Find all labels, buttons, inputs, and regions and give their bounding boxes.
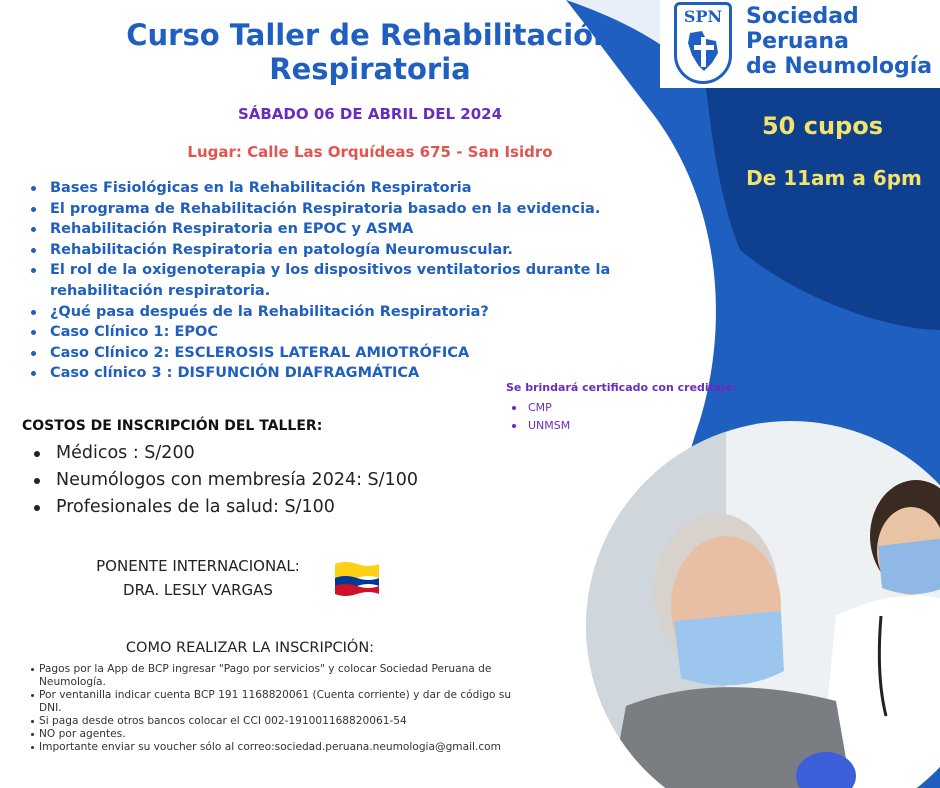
list-item: Profesionales de la salud: S/100 — [30, 494, 490, 521]
list-item: Importante enviar su voucher sólo al correo:sociedad.peruana.neumologia@gmail.com — [30, 741, 520, 754]
list-item: Caso Clínico 2: ESCLEROSIS LATERAL AMIOTRÓFICA — [28, 343, 628, 364]
list-item: Caso Clínico 1: EPOC — [28, 322, 628, 343]
seats-count: 50 cupos — [761, 112, 884, 140]
topics-list — [28, 178, 628, 384]
list-item: Neumólogos con membresía 2024: S/100 — [30, 467, 490, 494]
list-item: El rol de la oxigenoterapia y los dispositivos ventilatorios durante la rehabilitación respiratoria. — [28, 260, 628, 301]
event-place: Lugar: Calle Las Orquídeas 675 - San Isidro — [187, 143, 553, 161]
list-item: ¿Qué pasa después de la Rehabilitación Respiratoria? — [28, 302, 628, 323]
colombia-flag-icon — [333, 560, 381, 598]
event-hours: De 11am a 6pm — [746, 166, 922, 190]
list-item: Bases Fisiológicas en la Rehabilitación Respiratoria — [28, 178, 628, 199]
organization-name-line: Peruana — [746, 29, 849, 54]
certificate-title: Se brindará certificado con creditaje: — [506, 381, 737, 394]
list-item: Por ventanilla indicar cuenta BCP 191 1168820061 (Cuenta corriente) y dar de código su DNI. — [30, 689, 520, 715]
page-title: Curso Taller de Rehabilitación Respiratoria — [126, 18, 614, 86]
organization-name-line: de Neumología — [746, 54, 933, 79]
organization-name-line: Sociedad — [746, 4, 859, 29]
registration-list — [30, 663, 520, 754]
doctor-patient-photo — [586, 416, 940, 788]
list-item: Rehabilitación Respiratoria en EPOC y ASMA — [28, 219, 628, 240]
list-item: Caso clínico 3 : DISFUNCIÓN DIAFRAGMÁTICA — [28, 363, 628, 384]
costs-title: COSTOS DE INSCRIPCIÓN DEL TALLER: — [22, 418, 323, 434]
list-item: NO por agentes. — [30, 728, 520, 741]
spn-logo-icon — [674, 2, 732, 84]
list-item: UNMSM — [506, 417, 766, 435]
list-item: Rehabilitación Respiratoria en patología Neuromuscular. — [28, 240, 628, 261]
speaker-label: PONENTE INTERNACIONAL: — [96, 557, 300, 575]
list-item: CMP — [506, 399, 766, 417]
list-item: Pagos por la App de BCP ingresar "Pago por servicios" y colocar Sociedad Peruana de Neumología. — [30, 663, 520, 689]
costs-list — [30, 440, 490, 521]
speaker-block — [70, 554, 326, 602]
registration-title: COMO REALIZAR LA INSCRIPCIÓN: — [125, 640, 375, 656]
list-item: Médicos : S/200 — [30, 440, 490, 467]
list-item: Si paga desde otros bancos colocar el CCI 002-191001168820061-54 — [30, 715, 520, 728]
speaker-name: DRA. LESLY VARGAS — [123, 581, 273, 599]
lungs-map-icon — [686, 29, 722, 75]
event-date: SÁBADO 06 DE ABRIL DEL 2024 — [237, 105, 503, 123]
organization-name — [746, 4, 936, 79]
logo-abbreviation: SPN — [683, 7, 723, 26]
list-item: El programa de Rehabilitación Respiratoria basado en la evidencia. — [28, 199, 628, 220]
